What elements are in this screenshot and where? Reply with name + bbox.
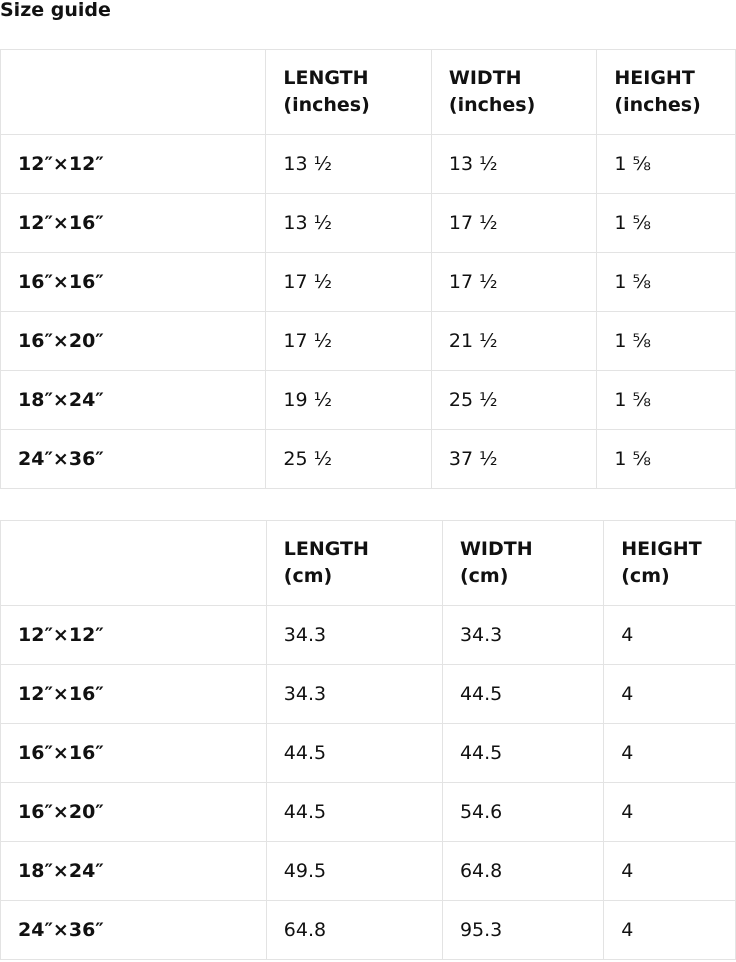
height-cell: 4 [604,783,736,842]
column-header-height [604,521,736,606]
height-cell: 4 [604,606,736,665]
row-size-label: 16″×16″ [1,724,267,783]
table-header-row [1,521,736,606]
length-cell: 64.8 [266,901,442,960]
row-size-label: 12″×16″ [1,665,267,724]
table-row [1,783,736,842]
header-line: HEIGHT [614,67,695,89]
table-row [1,312,736,371]
height-cell: 4 [604,724,736,783]
height-cell: 4 [604,665,736,724]
table-header-row [1,50,736,135]
header-line: WIDTH [459,538,533,560]
row-size-label: 12″×12″ [1,606,267,665]
length-cell: 17 ½ [266,312,432,371]
column-header-length [266,50,432,135]
row-size-label: 16″×20″ [1,312,266,371]
length-cell: 13 ½ [266,135,432,194]
length-cell: 49.5 [266,842,442,901]
length-cell: 34.3 [266,606,442,665]
row-size-label: 12″×12″ [1,135,266,194]
column-header-length [266,521,442,606]
height-cell: 1 ⅝ [597,430,736,489]
header-unit: (inches) [283,94,370,116]
table-row [1,253,736,312]
length-cell: 44.5 [266,783,442,842]
width-cell: 64.8 [442,842,603,901]
width-cell: 17 ½ [431,194,597,253]
length-cell: 17 ½ [266,253,432,312]
header-unit: (cm) [459,565,509,587]
row-size-label: 12″×16″ [1,194,266,253]
header-line: LENGTH [283,538,369,560]
height-cell: 1 ⅝ [597,253,736,312]
header-unit: (inches) [614,94,701,116]
row-size-label: 16″×16″ [1,253,266,312]
length-cell: 34.3 [266,665,442,724]
size-table-cm [0,520,736,960]
row-size-label: 18″×24″ [1,371,266,430]
column-header-empty [1,521,267,606]
height-cell: 1 ⅝ [597,371,736,430]
column-header-height [597,50,736,135]
table-row [1,724,736,783]
header-unit: (inches) [448,94,536,116]
height-cell: 1 ⅝ [597,135,736,194]
header-unit: (cm) [621,565,670,587]
table-row [1,371,736,430]
header-line: WIDTH [448,67,522,89]
row-size-label: 18″×24″ [1,842,267,901]
header-line: HEIGHT [621,538,702,560]
height-cell: 1 ⅝ [597,194,736,253]
header-unit: (cm) [283,565,333,587]
width-cell: 44.5 [442,724,603,783]
header-line: LENGTH [283,67,369,89]
length-cell: 44.5 [266,724,442,783]
table-row [1,901,736,960]
height-cell: 4 [604,901,736,960]
page-title: Size guide [0,0,111,21]
width-cell: 34.3 [442,606,603,665]
length-cell: 25 ½ [266,430,432,489]
size-table-inches [0,49,736,489]
width-cell: 13 ½ [431,135,597,194]
table-row [1,194,736,253]
table-row [1,135,736,194]
row-size-label: 24″×36″ [1,901,267,960]
width-cell: 54.6 [442,783,603,842]
height-cell: 1 ⅝ [597,312,736,371]
width-cell: 44.5 [442,665,603,724]
table-row [1,430,736,489]
width-cell: 21 ½ [431,312,597,371]
width-cell: 95.3 [442,901,603,960]
table-row [1,665,736,724]
table-row [1,606,736,665]
height-cell: 4 [604,842,736,901]
column-header-width [431,50,597,135]
column-header-width [442,521,603,606]
column-header-empty [1,50,266,135]
width-cell: 37 ½ [431,430,597,489]
length-cell: 19 ½ [266,371,432,430]
length-cell: 13 ½ [266,194,432,253]
width-cell: 17 ½ [431,253,597,312]
table-row [1,842,736,901]
row-size-label: 16″×20″ [1,783,267,842]
width-cell: 25 ½ [431,371,597,430]
row-size-label: 24″×36″ [1,430,266,489]
